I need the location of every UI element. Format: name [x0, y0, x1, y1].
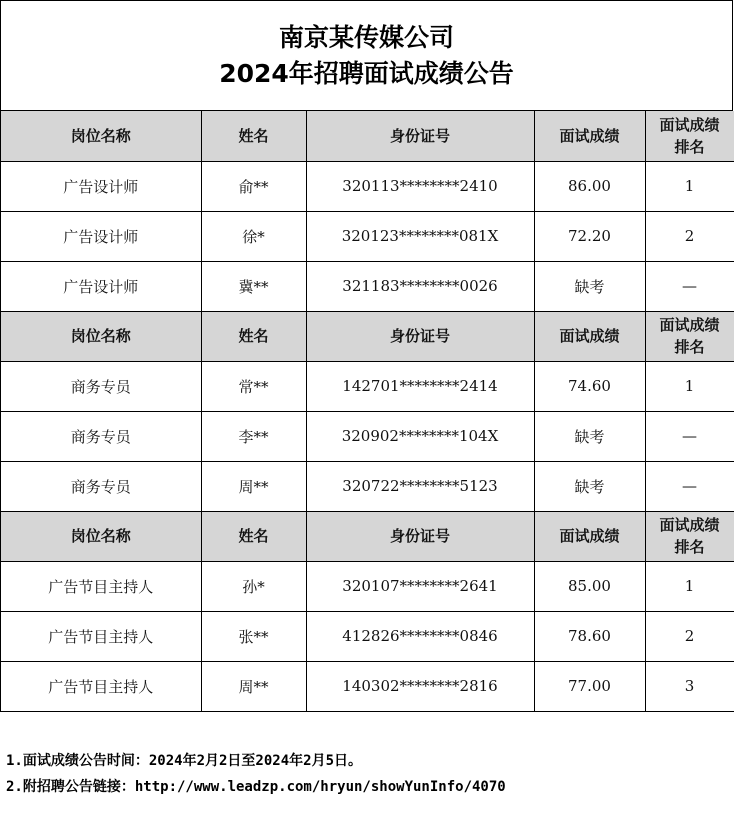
table-row — [1, 261, 734, 311]
cell-rank: — — [645, 261, 734, 311]
cell-position: 商务专员 — [1, 411, 201, 461]
table-row — [1, 611, 734, 661]
cell-score: 85.00 — [534, 561, 645, 611]
cell-rank: — — [645, 411, 734, 461]
cell-position: 广告设计师 — [1, 161, 201, 211]
header-rank-line2: 排名 — [674, 137, 705, 156]
cell-rank: 2 — [645, 611, 734, 661]
cell-position: 广告节目主持人 — [1, 611, 201, 661]
table-row — [1, 211, 734, 261]
cell-rank: 1 — [645, 161, 734, 211]
header-name: 姓名 — [201, 111, 306, 161]
table-row — [1, 461, 734, 511]
title-company: 南京某传媒公司 — [278, 22, 454, 52]
cell-name: 徐* — [201, 211, 306, 261]
cell-position: 商务专员 — [1, 461, 201, 511]
table-row — [1, 661, 734, 711]
table-row — [1, 161, 734, 211]
cell-rank: 3 — [645, 661, 734, 711]
table-header-row — [1, 111, 734, 161]
header-position: 岗位名称 — [1, 111, 201, 161]
header-rank — [645, 111, 734, 161]
cell-score: 78.60 — [534, 611, 645, 661]
cell-position: 商务专员 — [1, 361, 201, 411]
cell-name: 张** — [201, 611, 306, 661]
header-rank-line1: 面试成绩 — [659, 516, 720, 534]
title-subject: 2024年招聘面试成绩公告 — [219, 58, 514, 88]
cell-id-number: 320902********104X — [306, 411, 534, 461]
cell-id-number: 320113********2410 — [306, 161, 534, 211]
header-rank-line1: 面试成绩 — [659, 316, 720, 334]
score-table — [1, 111, 734, 712]
cell-name: 孙* — [201, 561, 306, 611]
header-rank-line2: 排名 — [674, 338, 705, 356]
cell-id-number: 140302********2816 — [306, 661, 534, 711]
cell-name: 周** — [201, 661, 306, 711]
table-row — [1, 411, 734, 461]
cell-score: 缺考 — [534, 411, 645, 461]
cell-position: 广告节目主持人 — [1, 661, 201, 711]
header-rank — [645, 311, 734, 361]
table-header-row — [1, 311, 734, 361]
cell-score: 缺考 — [534, 261, 645, 311]
footnotes — [6, 748, 506, 800]
table-header-row — [1, 511, 734, 561]
cell-position: 广告设计师 — [1, 211, 201, 261]
header-position: 岗位名称 — [1, 511, 201, 561]
cell-name: 常** — [201, 361, 306, 411]
cell-score: 72.20 — [534, 211, 645, 261]
cell-score: 缺考 — [534, 461, 645, 511]
cell-id-number: 412826********0846 — [306, 611, 534, 661]
cell-id-number: 321183********0026 — [306, 261, 534, 311]
cell-position: 广告节目主持人 — [1, 561, 201, 611]
cell-id-number: 320722********5123 — [306, 461, 534, 511]
announcement-title — [1, 1, 733, 111]
cell-id-number: 320123********081X — [306, 211, 534, 261]
header-id-number: 身份证号 — [306, 311, 534, 361]
header-score: 面试成绩 — [534, 111, 645, 161]
cell-rank: 1 — [645, 561, 734, 611]
cell-name: 周** — [201, 461, 306, 511]
cell-position: 广告设计师 — [1, 261, 201, 311]
cell-rank: 2 — [645, 211, 734, 261]
header-score: 面试成绩 — [534, 511, 645, 561]
cell-score: 77.00 — [534, 661, 645, 711]
header-score: 面试成绩 — [534, 311, 645, 361]
header-name: 姓名 — [201, 511, 306, 561]
note-recruitment-link[interactable]: 2.附招聘公告链接：http://www.leadzp.com/hryun/showYunInfo/4070 — [6, 779, 506, 795]
cell-rank: — — [645, 461, 734, 511]
header-rank-line2: 排名 — [674, 538, 705, 556]
note-announcement-period: 1.面试成绩公告时间：2024年2月2日至2024年2月5日。 — [6, 753, 363, 769]
header-rank-line1: 面试成绩 — [659, 115, 720, 134]
cell-score: 74.60 — [534, 361, 645, 411]
cell-rank: 1 — [645, 361, 734, 411]
table-row — [1, 561, 734, 611]
header-name: 姓名 — [201, 311, 306, 361]
header-position: 岗位名称 — [1, 311, 201, 361]
header-id-number: 身份证号 — [306, 511, 534, 561]
cell-id-number: 320107********2641 — [306, 561, 534, 611]
cell-score: 86.00 — [534, 161, 645, 211]
cell-name: 俞** — [201, 161, 306, 211]
table-row — [1, 361, 734, 411]
cell-name: 李** — [201, 411, 306, 461]
cell-id-number: 142701********2414 — [306, 361, 534, 411]
cell-name: 冀** — [201, 261, 306, 311]
header-rank — [645, 511, 734, 561]
header-id-number: 身份证号 — [306, 111, 534, 161]
